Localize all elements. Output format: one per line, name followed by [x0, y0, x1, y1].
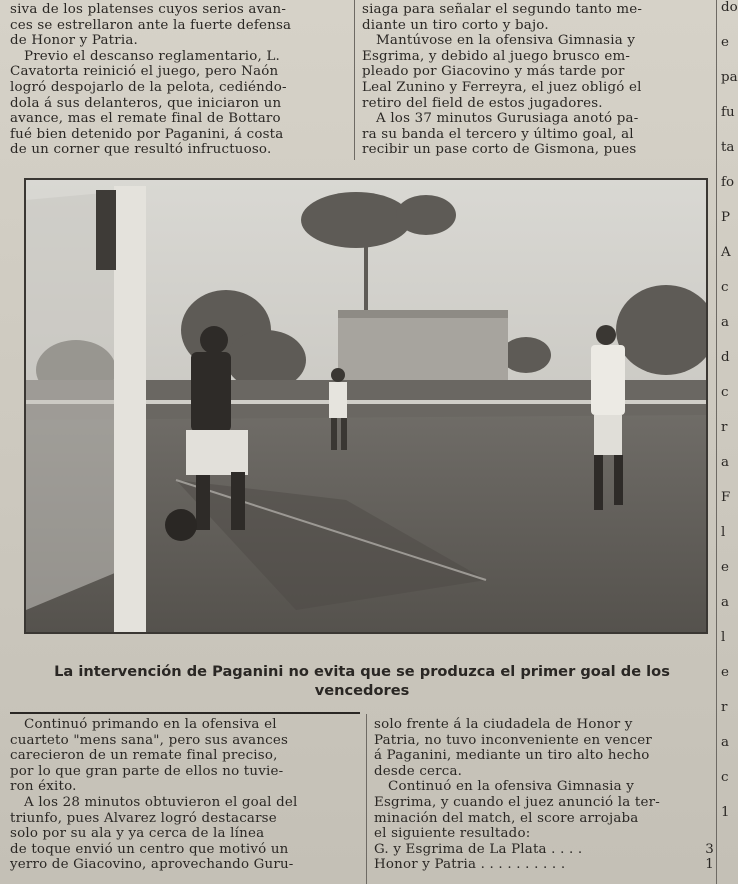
text-line: de toque envió un centro que motivó un	[10, 841, 289, 857]
edge-fragment: P	[721, 210, 731, 225]
result-row	[374, 842, 714, 858]
edge-fragment: c	[721, 385, 729, 400]
edge-fragment: a	[721, 315, 729, 330]
text-line: cuarteto "mens sana", pero sus avances	[10, 732, 289, 748]
result-score: 3	[705, 841, 714, 857]
article-column-bottom-left	[10, 717, 360, 873]
text-line: ron éxito.	[10, 779, 77, 795]
article-column-bottom-right	[374, 717, 714, 873]
text-line: pleado por Giacovino y más tarde por	[362, 64, 625, 80]
text-line: por lo que gran parte de ellos no tuvie-	[10, 763, 284, 779]
text-line: logró despojarlo de la pelota, cediéndo-	[10, 79, 287, 95]
result-row	[374, 857, 714, 873]
article-column-top-right	[362, 2, 710, 158]
edge-fragment: c	[721, 280, 729, 295]
edge-fragment: r	[721, 420, 728, 435]
text-line: dola á sus delanteros, que iniciaron un	[10, 95, 282, 111]
football-match-illustration	[26, 180, 706, 632]
text-line: ra su banda el tercero y último goal, al	[362, 126, 634, 142]
text-line: ces se estrellaron ante la fuerte defensa	[10, 17, 292, 33]
text-line: á Paganini, mediante un tiro alto hecho	[374, 748, 650, 764]
edge-fragment: F	[721, 490, 731, 505]
edge-fragment: r	[721, 700, 728, 715]
result-team: Honor y Patria . . . . . . . . . .	[374, 857, 566, 873]
text-line: diante un tiro corto y bajo.	[362, 17, 549, 33]
column-divider	[366, 714, 367, 884]
text-line: A los 28 minutos obtuvieron el goal del	[24, 794, 298, 810]
edge-fragment: e	[721, 665, 729, 680]
column-divider	[354, 0, 355, 160]
edge-fragment: a	[721, 735, 729, 750]
text-line: Continuó primando en la ofensiva el	[24, 717, 277, 732]
text-line: retiro del field de estos jugadores.	[362, 95, 603, 111]
result-score: 1	[705, 857, 714, 873]
text-line: siva de los platenses cuyos serios avan-	[10, 2, 287, 17]
photo-caption: La intervención de Paganini no evita que se produzca el primer goal de los vencedores	[54, 663, 670, 699]
edge-fragment: l	[721, 525, 726, 540]
text-line: Esgrima, y debido al juego brusco em-	[362, 48, 631, 64]
edge-fragment: A	[721, 245, 731, 260]
text-line: minación del match, el score arrojaba	[374, 810, 639, 826]
text-line: siaga para señalar el segundo tanto me-	[362, 2, 643, 17]
building	[338, 315, 508, 385]
text-line: Esgrima, y cuando el juez anunció la ter-	[374, 794, 660, 810]
goalpost	[114, 186, 146, 632]
caption-divider	[10, 712, 360, 714]
edge-fragment: pa	[721, 70, 738, 85]
edge-fragment: d	[721, 350, 730, 365]
edge-fragment: a	[721, 455, 729, 470]
text-line: el siguiente resultado:	[374, 826, 531, 842]
text-line: de Honor y Patria.	[10, 33, 138, 49]
text-line: triunfo, pues Alvarez logró destacarse	[10, 810, 277, 826]
text-line: A los 37 minutos Gurusiaga anotó pa-	[376, 111, 639, 127]
edge-fragment: fo	[721, 175, 735, 190]
edge-fragment: ta	[721, 140, 735, 155]
text-line: yerro de Giacovino, aprovechando Guru-	[10, 857, 294, 873]
edge-fragment: c	[721, 770, 729, 785]
text-line: carecieron de un remate final preciso,	[10, 748, 278, 764]
text-line: solo frente á la ciudadela de Honor y	[374, 717, 633, 732]
adjacent-column-edge	[716, 0, 738, 884]
edge-fragment: a	[721, 595, 729, 610]
edge-fragment: do	[721, 0, 738, 15]
text-line: Previo el descanso reglamentario, L.	[24, 48, 281, 64]
text-line: desde cerca.	[374, 763, 463, 779]
edge-fragment: fu	[721, 105, 735, 120]
match-photograph	[24, 178, 708, 634]
text-line: fué bien detenido por Paganini, á costa	[10, 126, 284, 142]
football	[165, 509, 197, 541]
article-column-top-left	[10, 2, 348, 158]
text-line: Patria, no tuvo inconveniente en vencer	[374, 732, 652, 748]
text-line: recibir un pase corto de Gismona, pues	[362, 142, 637, 158]
text-line: Leal Zunino y Ferreyra, el juez obligó el	[362, 79, 642, 95]
result-team: G. y Esgrima de La Plata . . . .	[374, 841, 583, 857]
text-line: solo por su ala y ya cerca de la línea	[10, 826, 265, 842]
edge-fragment: l	[721, 630, 726, 645]
edge-fragment: 1	[721, 805, 730, 820]
edge-fragment: e	[721, 560, 729, 575]
text-line: avance, mas el remate final de Bottaro	[10, 111, 281, 127]
edge-fragment: e	[721, 35, 729, 50]
text-line: de un corner que resultó infructuoso.	[10, 142, 272, 158]
text-line: Mantúvose en la ofensiva Gimnasia y	[376, 33, 636, 49]
text-line: Cavatorta reinició el juego, pero Naón	[10, 64, 279, 80]
text-line: Continuó en la ofensiva Gimnasia y	[388, 779, 635, 795]
